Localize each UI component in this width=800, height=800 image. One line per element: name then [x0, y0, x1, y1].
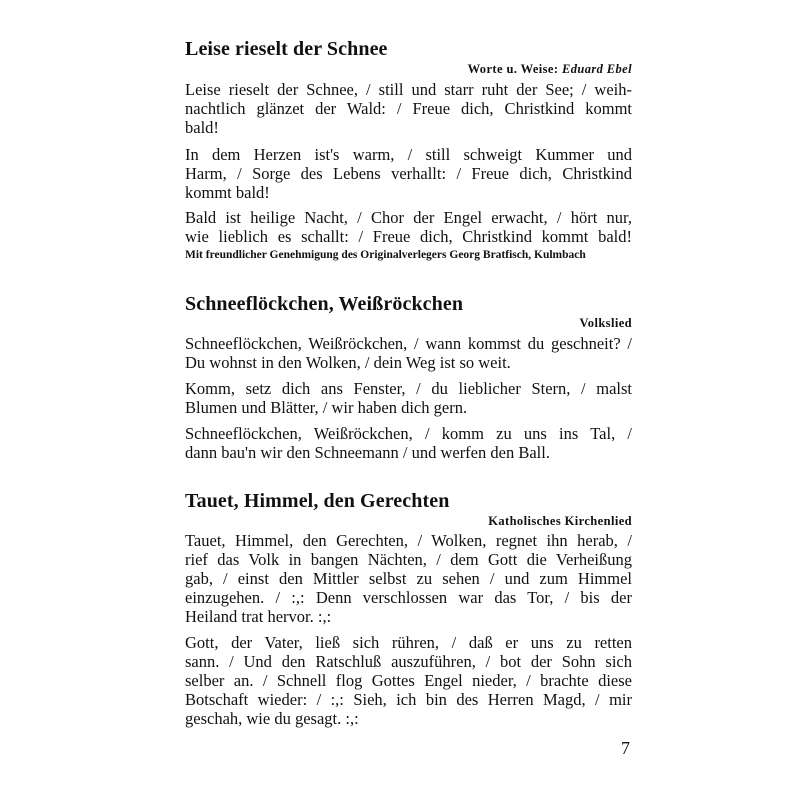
song-title: Tauet, Himmel, den Gerechten — [185, 490, 450, 512]
verse-line: Bald ist heilige Nacht, / Chor der Engel erwacht, / hört nur, — [185, 208, 632, 227]
verse-line: rief das Volk in bangen Nächten, / dem Gott die Verheißung — [185, 550, 632, 569]
verse-line: Heiland trat hervor. :,: — [185, 607, 332, 626]
verse-line: geschah, wie du gesagt. :,: — [185, 709, 359, 728]
verse-line: Schneeflöckchen, Weißröckchen, / wann kommst du geschneit? / — [185, 334, 632, 353]
song-credit: Volkslied — [579, 316, 632, 330]
verse-line: einzugehen. / :,: Denn verschlossen war das Tor, / bis der — [185, 588, 632, 607]
verse-line: dann bau'n wir den Schneemann / und werfen den Ball. — [185, 443, 550, 462]
verse-line: Gott, der Vater, ließ sich rühren, / daß er uns zu retten — [185, 633, 632, 652]
verse-line: Komm, setz dich ans Fenster, / du lieblicher Stern, / malst — [185, 379, 632, 398]
verse-line: sann. / Und den Ratschluß auszuführen, / bot der Sohn sich — [185, 652, 632, 671]
page-number: 7 — [621, 738, 630, 758]
verse-line: nachtlich glänzet der Wald: / Freue dich, Christkind kommt — [185, 99, 632, 118]
verse-line: Du wohnst in den Wolken, / dein Weg ist so weit. — [185, 353, 511, 372]
credit-prefix: Worte u. Weise: — [467, 62, 559, 76]
verse-line: Blumen und Blätter, / wir haben dich gern. — [185, 398, 468, 417]
song-title: Leise rieselt der Schnee — [185, 38, 388, 60]
copyright-note: Mit freundlicher Genehmigung des Originalverlegers Georg Bratfisch, Kulmbach — [185, 249, 586, 261]
verse-line: Harm, / Sorge des Lebens verhallt: / Freue dich, Christkind — [185, 164, 632, 183]
verse-line: In dem Herzen ist's warm, / still schweigt Kummer und — [185, 145, 632, 164]
song-credit: Katholisches Kirchenlied — [488, 514, 632, 528]
verse-line: selber an. / Schnell flog Gottes Engel nieder, / brachte diese — [185, 671, 632, 690]
verse-line: Leise rieselt der Schnee, / still und starr ruht der See; / weih- — [185, 80, 632, 99]
verse-line: Schneeflöckchen, Weißröckchen, / komm zu uns ins Tal, / — [185, 424, 632, 443]
verse-line: Tauet, Himmel, den Gerechten, / Wolken, regnet ihn herab, / — [185, 531, 632, 550]
verse-line: gab, / einst den Mittler selbst zu sehen / und zum Himmel — [185, 569, 632, 588]
verse-line: kommt bald! — [185, 183, 270, 202]
credit-author: Eduard Ebel — [561, 62, 632, 76]
verse-line: bald! — [185, 118, 219, 137]
verse-line: Botschaft wieder: / :,: Sieh, ich bin des Herren Magd, / mir — [185, 690, 632, 709]
song-title: Schneeflöckchen, Weißröckchen — [185, 293, 464, 315]
verse-line: wie lieblich es schallt: / Freue dich, Christkind kommt bald! — [185, 227, 632, 246]
song-credit — [468, 62, 632, 77]
